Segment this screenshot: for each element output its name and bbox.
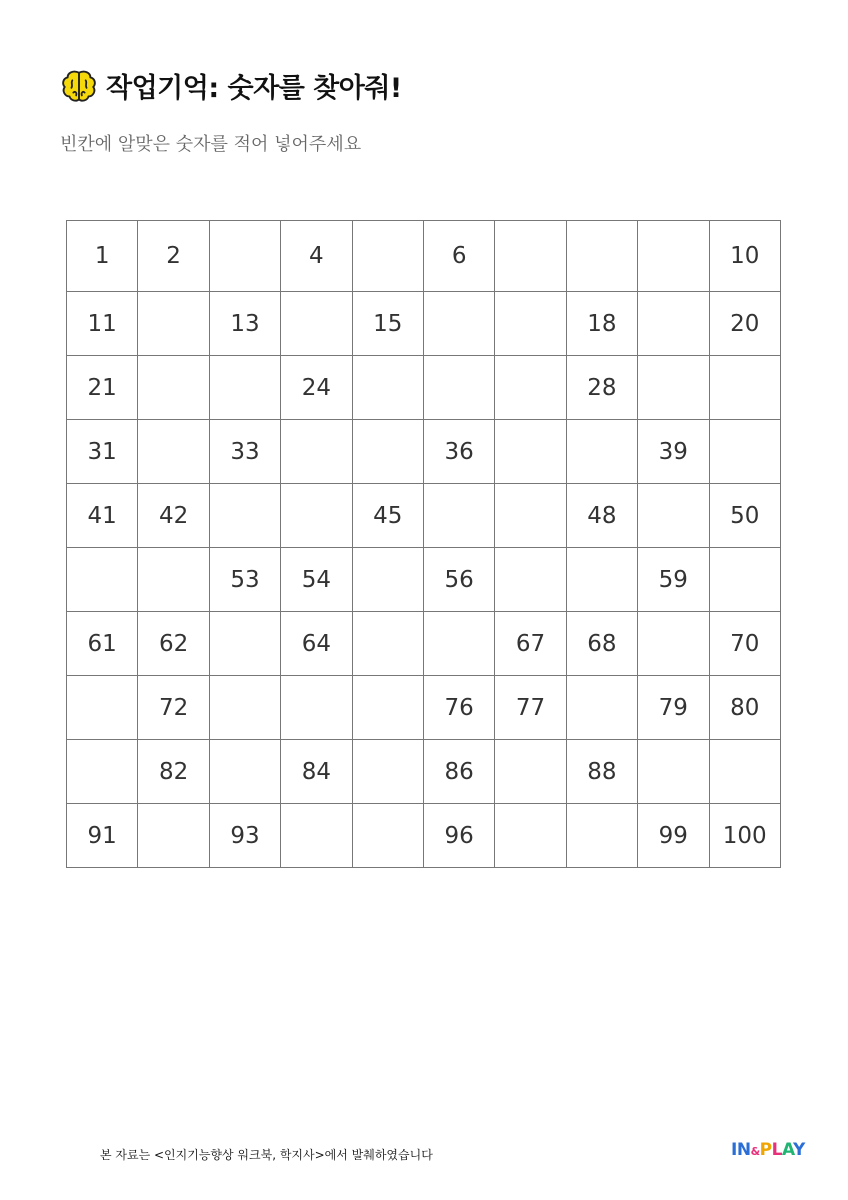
blank-cell[interactable] [138, 356, 209, 420]
number-cell: 91 [67, 804, 138, 868]
number-cell: 1 [67, 221, 138, 292]
number-cell: 67 [495, 612, 566, 676]
number-cell: 36 [423, 420, 494, 484]
grid-row [67, 484, 781, 548]
number-cell: 56 [423, 548, 494, 612]
logo-l: L [771, 1140, 782, 1160]
logo-a: A [781, 1140, 793, 1160]
blank-cell[interactable] [638, 292, 709, 356]
blank-cell[interactable] [352, 420, 423, 484]
logo-y: Y [793, 1140, 805, 1160]
blank-cell[interactable] [638, 484, 709, 548]
grid-row [67, 612, 781, 676]
blank-cell[interactable] [566, 548, 637, 612]
grid-row [67, 221, 781, 292]
blank-cell[interactable] [423, 612, 494, 676]
grid-row [67, 548, 781, 612]
blank-cell[interactable] [495, 804, 566, 868]
grid-row [67, 740, 781, 804]
number-cell: 96 [423, 804, 494, 868]
page-title: 작업기억: 숫자를 찾아줘! [106, 73, 402, 104]
number-cell: 31 [67, 420, 138, 484]
blank-cell[interactable] [638, 221, 709, 292]
number-cell: 99 [638, 804, 709, 868]
number-cell: 59 [638, 548, 709, 612]
blank-cell[interactable] [423, 484, 494, 548]
number-cell: 93 [209, 804, 280, 868]
blank-cell[interactable] [423, 356, 494, 420]
blank-cell[interactable] [709, 356, 780, 420]
blank-cell[interactable] [495, 740, 566, 804]
number-cell: 76 [423, 676, 494, 740]
number-cell: 54 [281, 548, 352, 612]
grid-row [67, 356, 781, 420]
blank-cell[interactable] [638, 356, 709, 420]
number-cell: 84 [281, 740, 352, 804]
number-cell: 6 [423, 221, 494, 292]
number-grid [66, 220, 781, 868]
blank-cell[interactable] [138, 292, 209, 356]
blank-cell[interactable] [709, 740, 780, 804]
blank-cell[interactable] [495, 356, 566, 420]
blank-cell[interactable] [495, 292, 566, 356]
blank-cell[interactable] [495, 221, 566, 292]
blank-cell[interactable] [67, 676, 138, 740]
number-cell: 80 [709, 676, 780, 740]
number-cell: 48 [566, 484, 637, 548]
number-cell: 10 [709, 221, 780, 292]
blank-cell[interactable] [209, 484, 280, 548]
number-cell: 70 [709, 612, 780, 676]
blank-cell[interactable] [638, 740, 709, 804]
blank-cell[interactable] [138, 548, 209, 612]
number-cell: 61 [67, 612, 138, 676]
number-cell: 18 [566, 292, 637, 356]
grid-row [67, 676, 781, 740]
blank-cell[interactable] [566, 804, 637, 868]
number-cell: 50 [709, 484, 780, 548]
number-cell: 42 [138, 484, 209, 548]
blank-cell[interactable] [281, 484, 352, 548]
blank-cell[interactable] [209, 356, 280, 420]
blank-cell[interactable] [352, 676, 423, 740]
grid-row [67, 420, 781, 484]
number-cell: 82 [138, 740, 209, 804]
number-cell: 33 [209, 420, 280, 484]
number-cell: 41 [67, 484, 138, 548]
blank-cell[interactable] [352, 221, 423, 292]
number-cell: 21 [67, 356, 138, 420]
logo-p: P [759, 1140, 772, 1160]
blank-cell[interactable] [281, 420, 352, 484]
blank-cell[interactable] [209, 612, 280, 676]
number-cell: 68 [566, 612, 637, 676]
blank-cell[interactable] [281, 292, 352, 356]
number-cell: 72 [138, 676, 209, 740]
blank-cell[interactable] [138, 804, 209, 868]
blank-cell[interactable] [709, 420, 780, 484]
blank-cell[interactable] [209, 221, 280, 292]
number-cell: 24 [281, 356, 352, 420]
number-cell: 45 [352, 484, 423, 548]
number-cell: 15 [352, 292, 423, 356]
number-cell: 86 [423, 740, 494, 804]
blank-cell[interactable] [566, 221, 637, 292]
number-cell: 11 [67, 292, 138, 356]
blank-cell[interactable] [566, 420, 637, 484]
blank-cell[interactable] [566, 676, 637, 740]
number-cell: 13 [209, 292, 280, 356]
blank-cell[interactable] [67, 740, 138, 804]
source-note: 본 자료는 <인지기능향상 워크북, 학지사>에서 발췌하였습니다 [100, 1148, 433, 1162]
blank-cell[interactable] [709, 548, 780, 612]
blank-cell[interactable] [281, 676, 352, 740]
number-cell: 77 [495, 676, 566, 740]
blank-cell[interactable] [638, 612, 709, 676]
grid-row [67, 292, 781, 356]
blank-cell[interactable] [352, 356, 423, 420]
inplay-logo [731, 1140, 805, 1160]
number-cell: 53 [209, 548, 280, 612]
blank-cell[interactable] [352, 804, 423, 868]
blank-cell[interactable] [209, 740, 280, 804]
blank-cell[interactable] [352, 740, 423, 804]
blank-cell[interactable] [209, 676, 280, 740]
number-cell: 20 [709, 292, 780, 356]
brain-icon [60, 67, 98, 105]
number-cell: 4 [281, 221, 352, 292]
number-cell: 2 [138, 221, 209, 292]
blank-cell[interactable] [281, 804, 352, 868]
number-cell: 62 [138, 612, 209, 676]
blank-cell[interactable] [495, 548, 566, 612]
blank-cell[interactable] [495, 484, 566, 548]
logo-in: IN [731, 1140, 751, 1160]
blank-cell[interactable] [138, 420, 209, 484]
number-cell: 39 [638, 420, 709, 484]
blank-cell[interactable] [495, 420, 566, 484]
blank-cell[interactable] [352, 548, 423, 612]
instruction-text: 빈칸에 알맞은 숫자를 적어 넣어주세요 [60, 134, 362, 155]
number-cell: 88 [566, 740, 637, 804]
header [60, 66, 402, 105]
grid-row [67, 804, 781, 868]
blank-cell[interactable] [423, 292, 494, 356]
number-cell: 79 [638, 676, 709, 740]
blank-cell[interactable] [67, 548, 138, 612]
number-cell: 28 [566, 356, 637, 420]
logo-amp: & [750, 1145, 760, 1158]
number-cell: 64 [281, 612, 352, 676]
number-cell: 100 [709, 804, 780, 868]
blank-cell[interactable] [352, 612, 423, 676]
